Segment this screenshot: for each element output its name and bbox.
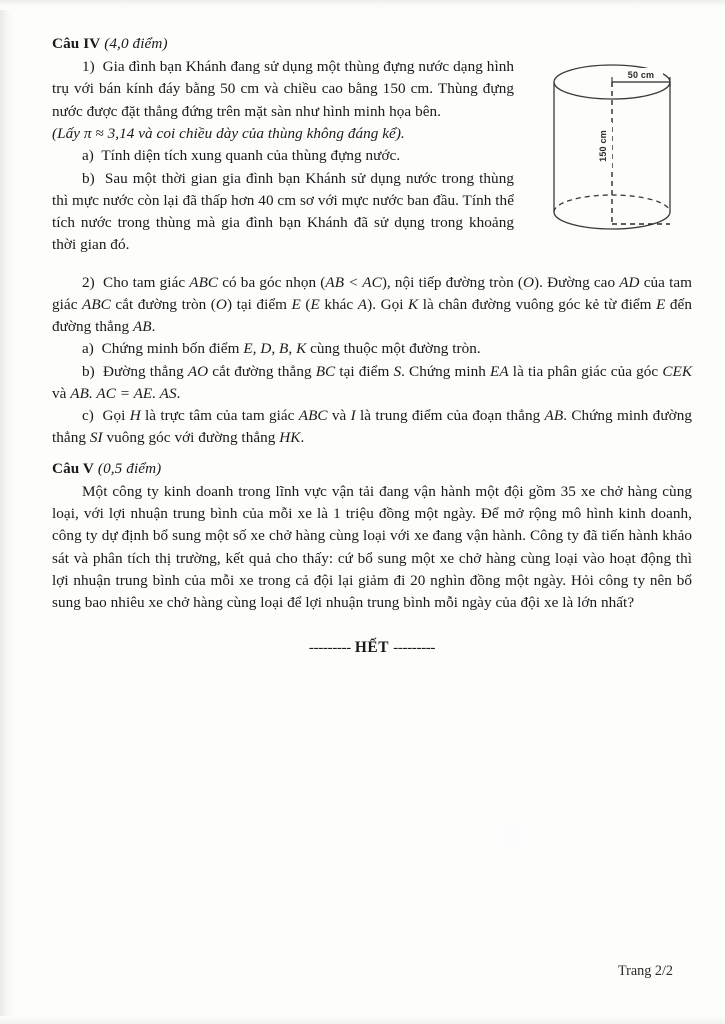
scan-edge-shadow-top — [0, 0, 725, 10]
part2-t4: ). Đường cao — [534, 273, 620, 291]
part2b-t6: và — [52, 384, 71, 402]
question-v-block — [52, 459, 692, 615]
part2c-t4: là trung điểm của đoạn thẳng — [355, 407, 545, 425]
question-iv-text-column — [52, 56, 514, 256]
part1-text: Gia đình bạn Khánh đang sử dụng một thùng đựng nước dạng hình trụ với bán kính đáy bằng 50 cm và chiều cao bằng 150 cm. Thùng đựng nước được đặt thẳng đứng trên mặt sàn như hình minh họa bên. — [52, 58, 514, 120]
part2b-m6: AB. AC = AE. AS — [70, 384, 177, 402]
part2a-t1: Chứng minh bốn điểm — [101, 340, 244, 358]
part2-t2: có ba góc nhọn ( — [218, 273, 326, 291]
part2c-m4: AB — [544, 407, 564, 425]
part1b-number: b) — [82, 169, 95, 187]
scan-edge-shadow-bottom — [0, 1016, 725, 1024]
part2b-t3: tại điểm — [335, 362, 394, 380]
part2-t5: của tam giác — [52, 273, 692, 313]
part2b-t5: là tia phân giác của góc — [508, 362, 663, 380]
end-marker-dashes-right: --------- — [393, 638, 436, 656]
part2c-m2: ABC — [298, 407, 328, 425]
part2-m4: AD — [619, 273, 640, 291]
part2c-t5: . Chứng minh đường thẳng — [52, 407, 692, 447]
end-marker-word: HẾT — [354, 638, 390, 656]
part2c-t1: Gọi — [102, 407, 130, 425]
question-iv-part1 — [52, 56, 514, 123]
part2c-m5: SI — [89, 429, 103, 447]
part2-t7: ) tại điểm — [226, 295, 292, 313]
part2-t3: ), nội tiếp đường tròn ( — [381, 273, 523, 291]
part2a-t2: cùng thuộc một đường tròn. — [306, 340, 481, 358]
part2b-m4: EA — [490, 362, 509, 380]
question-iv-part1a — [52, 145, 514, 167]
part2-number: 2) — [82, 273, 95, 291]
part2-t8: ( — [300, 295, 311, 313]
part2a-number: a) — [82, 340, 94, 358]
part2b-m1: AO — [187, 362, 209, 380]
part2b-t7: . — [176, 384, 181, 402]
cylinder-diagram-svg — [525, 52, 700, 267]
part2b-number: b) — [82, 362, 95, 380]
part2b-m2: BC — [315, 362, 336, 380]
end-marker-dashes-left: --------- — [308, 638, 351, 656]
part2c-number: c) — [82, 407, 94, 425]
end-marker — [52, 639, 692, 657]
question-v-heading — [52, 459, 692, 479]
page-content — [52, 34, 692, 672]
part2-m8: E — [310, 295, 320, 313]
question-iv-part1-note: (Lấy π ≈ 3,14 và coi chiều dày của thùng không đáng kể). — [52, 125, 405, 143]
question-v-label: Câu V — [52, 459, 94, 477]
part1a-number: a) — [82, 147, 94, 165]
part2-m7: E — [291, 295, 301, 313]
part1b-text: Sau một thời gian gia đình bạn Khánh sử dụng nước trong thùng thì mực nước còn lại đã thấp hơn 40 cm sơ với mực nước ban đầu. Tính thể tích nước trong thùng mà gia đình bạn Khánh đã sử dụng trong khoảng thời gian đó. — [52, 169, 514, 254]
question-iv-part2b — [52, 361, 692, 406]
radius-label: 50 cm — [627, 70, 655, 80]
part2b-t2: cắt đường thẳng — [208, 362, 316, 380]
page-footer: Trang 2/2 — [617, 963, 673, 979]
part2c-m3: I — [350, 407, 356, 425]
part2-t13: . — [151, 318, 156, 336]
part2b-t4: . Chứng minh — [401, 362, 491, 380]
question-iv-block — [52, 34, 692, 450]
part2c-m6: HK — [279, 429, 301, 447]
part2-m1: ABC — [189, 273, 219, 291]
part2c-t6: vuông góc với đường thẳng — [102, 429, 280, 447]
scan-artifact-smudge — [506, 822, 520, 848]
part2-t6: cắt đường tròn ( — [110, 295, 216, 313]
part2-m12: AB — [132, 318, 152, 336]
part2-m11: E — [656, 295, 666, 313]
question-iv-part2c — [52, 405, 692, 450]
part2-m10: K — [408, 295, 419, 313]
part2b-m3: S — [393, 362, 402, 380]
part2b-m5: CEK — [662, 362, 692, 380]
part2c-t7: . — [300, 429, 305, 447]
part2-t11: là chân đường vuông góc kẻ từ điểm — [418, 295, 657, 313]
scan-edge-shadow-left — [0, 0, 14, 1024]
part2b-t1: Đường thẳng — [102, 362, 188, 380]
part2-m6: O — [215, 295, 227, 313]
part2c-t3: và — [327, 407, 351, 425]
part2-m3: O — [522, 273, 535, 291]
part2-m5: ABC — [82, 295, 111, 313]
part2-t10: ). Gọi — [367, 295, 409, 313]
question-iv-points: (4,0 điểm) — [104, 35, 168, 52]
part2-t9: khác — [319, 295, 358, 313]
question-v-points: (0,5 điểm) — [97, 459, 162, 477]
part2-t1: Cho tam giác — [103, 273, 190, 291]
part2a-m1: E, D, B, K — [243, 340, 307, 358]
part2c-m1: H — [129, 407, 141, 425]
question-iv-part1b — [52, 168, 514, 257]
height-label: 150 cm — [598, 130, 608, 162]
question-iv-part2 — [52, 272, 692, 339]
part2-m2: AB < AC — [325, 273, 382, 291]
part1a-text: Tính diện tích xung quanh của thùng đựng nước. — [101, 147, 401, 165]
part2-t12: đến đường thẳng — [52, 295, 692, 336]
cylinder-figure — [525, 52, 700, 267]
question-v-text: Một công ty kinh doanh trong lĩnh vực vận tải đang vận hành một đội gồm 35 xe chở hàng cùng loại, với lợi nhuận trung bình của mỗi xe là 1 triệu đồng một ngày. Để mở rộng mô hình kinh doanh, công ty dự định bổ sung một số xe chở hàng cùng loại với xe đang vận hành. Công ty đã tiến hành khảo sát và phân tích thị trường, kết quả cho thấy: cứ bổ sung một xe chở hàng cùng loại vào hoạt động thì lợi nhuận trung bình của mỗi xe trong cả đội lại giảm đi 20 nghìn đồng một ngày. Hỏi công ty nên bổ sung bao nhiêu xe chở hàng cùng loại để lợi nhuận trung bình mỗi ngày của đội xe là lớn nhất? — [52, 482, 692, 612]
part2-m9: A — [357, 295, 368, 313]
question-iv-part2a — [52, 338, 692, 360]
part2c-t2: là trực tâm của tam giác — [140, 407, 299, 425]
part1-number: 1) — [82, 58, 95, 76]
question-iv-label: Câu IV — [52, 35, 101, 52]
